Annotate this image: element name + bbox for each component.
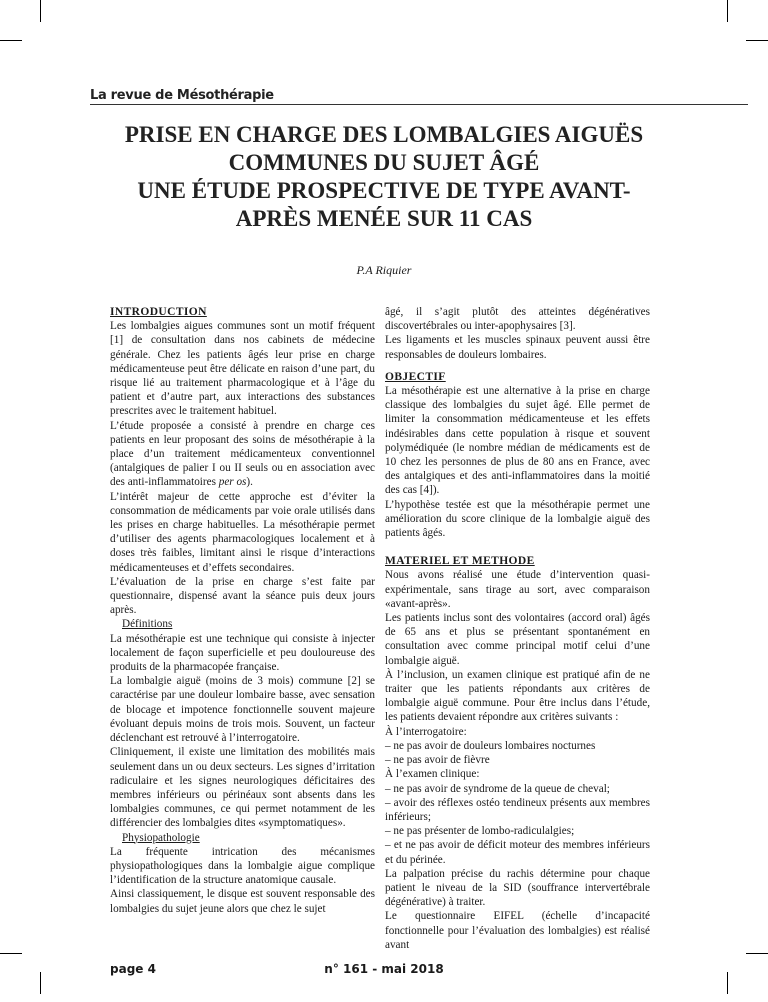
list-item: – avoir des réflexes ostéo tendineux présents aux membres inférieurs; bbox=[385, 796, 650, 823]
subtitle-line: APRÈS MENÉE SUR 11 CAS bbox=[235, 206, 533, 231]
journal-name: La revue de Mésothérapie bbox=[90, 88, 274, 103]
paragraph: Cliniquement, il existe une limitation des mobilités mais seulement dans un ou deux secteurs. Les signes d’irritation radiculaire et les signes neurologiques déficitaires des membres inférieurs ou périnéaux sont absents dans les lombalgies communes, ce qui permet notamment de les différencier des lombalgies dites «symptomatiques». bbox=[110, 746, 375, 830]
title-line: PRISE EN CHARGE DES LOMBALGIES AIGUËS bbox=[124, 122, 644, 147]
list-item: – ne pas avoir de douleurs lombaires nocturnes bbox=[385, 739, 596, 752]
italic-text: per os bbox=[218, 476, 247, 489]
paragraph: L’évaluation de la prise en charge s’est faite par questionnaire, dispensé avant la séance puis deux jours après. bbox=[110, 575, 375, 617]
paragraph: La palpation précise du rachis détermine pour chaque patient le niveau de la SID (souffrance intervertébrale dégénérative) à traiter. bbox=[385, 867, 650, 909]
text: ). bbox=[246, 476, 253, 489]
paragraph: La fréquente intrication des mécanismes physiopathologiques dans la lombalgie aigue complique l’identification de la structure anatomique causale. bbox=[110, 845, 375, 887]
page-number: page 4 bbox=[110, 961, 156, 976]
right-column bbox=[385, 305, 650, 952]
paragraph: Les patients inclus sont des volontaires (accord oral) âgés de 65 ans et plus se présentant spontanément en consultation avec comme principal motif celui d’une lombalgie aiguë. bbox=[385, 612, 650, 667]
list-item: – ne pas avoir de fièvre bbox=[385, 754, 490, 767]
crop-mark bbox=[0, 40, 22, 41]
paragraph: Les ligaments et les muscles spinaux peuvent aussi être responsables de douleurs lombaires. bbox=[385, 334, 650, 361]
issue-info: n° 161 - mai 2018 bbox=[324, 961, 444, 976]
text: L’étude proposée a consisté à prendre en charge ces patients en leur proposant des soins de mésothérapie à la place d’un traitement médicamenteux conventionnel (antalgiques de palier I ou II seuls ou en association avec des anti-inflammatoires bbox=[110, 419, 375, 489]
crop-mark bbox=[0, 953, 22, 954]
crop-mark bbox=[746, 40, 768, 41]
subtitle-line: UNE ÉTUDE PROSPECTIVE DE TYPE AVANT- bbox=[137, 178, 631, 203]
paragraph: La lombalgie aiguë (moins de 3 mois) commune [2] se caractérise par une douleur lombaire basse, avec sensation de blocage et impotence fonctionnelle souvent majeure évoluant depuis moins de trois mois. Souvent, un facteur déclenchant est retrouvé à l’interrogatoire. bbox=[110, 675, 375, 745]
page-footer bbox=[110, 962, 650, 1002]
paragraph: Le questionnaire EIFEL (échelle d’incapacité fonctionnelle pour l’évaluation des lombalgies) est réalisé avant bbox=[385, 910, 650, 951]
subheading-physiopathologie: Physiopathologie bbox=[122, 831, 200, 844]
article-body bbox=[110, 0, 650, 1002]
paragraph: Les lombalgies aigues communes sont un motif fréquent [1] de consultation dans nos cabinets de médecine générale. Chez les patients âgés leur prise en charge médicamenteuse peut être délicate en raison d’une part, du risque lié au traitement pharmacologique et à l’âge du patient et d’autre part, aux interactions des substances prescrites avec le traitement habituel. bbox=[110, 320, 375, 418]
paragraph: À l’inclusion, un examen clinique est pratiqué afin de ne traiter que les patients répondants aux critères de lombalgie aiguë commune. Pour être inclus dans l’étude, les patients devaient répondre aux critères suivants : bbox=[385, 668, 650, 724]
paragraph: L’intérêt majeur de cette approche est d’éviter la consommation de médicaments par voie orale utilisés dans les prises en charge habituelles. La mésothérapie permet d’utiliser des agents pharmacologiques localement et à doses très faibles, limitant ainsi le risque d’interactions médicamenteuses et d’effets secondaires. bbox=[110, 490, 375, 574]
section-heading-objectif: OBJECTIF bbox=[385, 370, 446, 383]
section-heading-introduction: INTRODUCTION bbox=[110, 306, 207, 318]
paragraph: Nous avons réalisé une étude d’intervention quasi-expérimentale, sans tirage au sort, avec comparaison «avant-après». bbox=[385, 569, 650, 610]
left-column bbox=[110, 305, 375, 916]
paragraph: âgé, il s’agit plutôt des atteintes dégénératives discovertébrales ou inter-apophysaires [3]. bbox=[385, 306, 650, 333]
paragraph: L’hypothèse testée est que la mésothérapie permet une amélioration du score clinique de la lombalgie aiguë des patients âgés. bbox=[385, 498, 650, 540]
section-heading-methode: MATERIEL ET METHODE bbox=[385, 555, 535, 568]
subheading-definitions: Définitions bbox=[122, 618, 173, 631]
paragraph: La mésothérapie est une alternative à la prise en charge classique des lombalgies du sujet âgé. Elle permet de limiter la consommation médicamenteuse et les effets indésirables dans cette population à risque et souvent polymédiquée (le nombre médian de médicaments est de 10 chez les personnes de plus de 80 ans en France, avec des antalgiques et des anti-inflammatoires dans la moitié des cas [4]). bbox=[385, 385, 650, 497]
crop-mark bbox=[746, 953, 768, 954]
paragraph bbox=[110, 419, 375, 490]
list-label: À l’examen clinique: bbox=[385, 768, 480, 781]
author: P.A Riquier bbox=[356, 263, 412, 277]
list-item: – ne pas présenter de lombo-radiculalgies; bbox=[385, 825, 575, 838]
list-item: – ne pas avoir de syndrome de la queue de cheval; bbox=[385, 782, 610, 795]
list-label: À l’interrogatoire: bbox=[385, 725, 467, 738]
paragraph: La mésothérapie est une technique qui consiste à injecter localement de façon superficielle et peu douloureuse des produits de la pharmacopée française. bbox=[110, 632, 375, 674]
title-line: COMMUNES DU SUJET ÂGÉ bbox=[228, 150, 540, 175]
crop-mark bbox=[727, 0, 728, 22]
paragraph: Ainsi classiquement, le disque est souvent responsable des lombalgies du sujet jeune alors que chez le sujet bbox=[110, 888, 375, 915]
list-item: – et ne pas avoir de déficit moteur des membres inférieurs et du périnée. bbox=[385, 839, 650, 866]
crop-mark bbox=[40, 0, 41, 22]
